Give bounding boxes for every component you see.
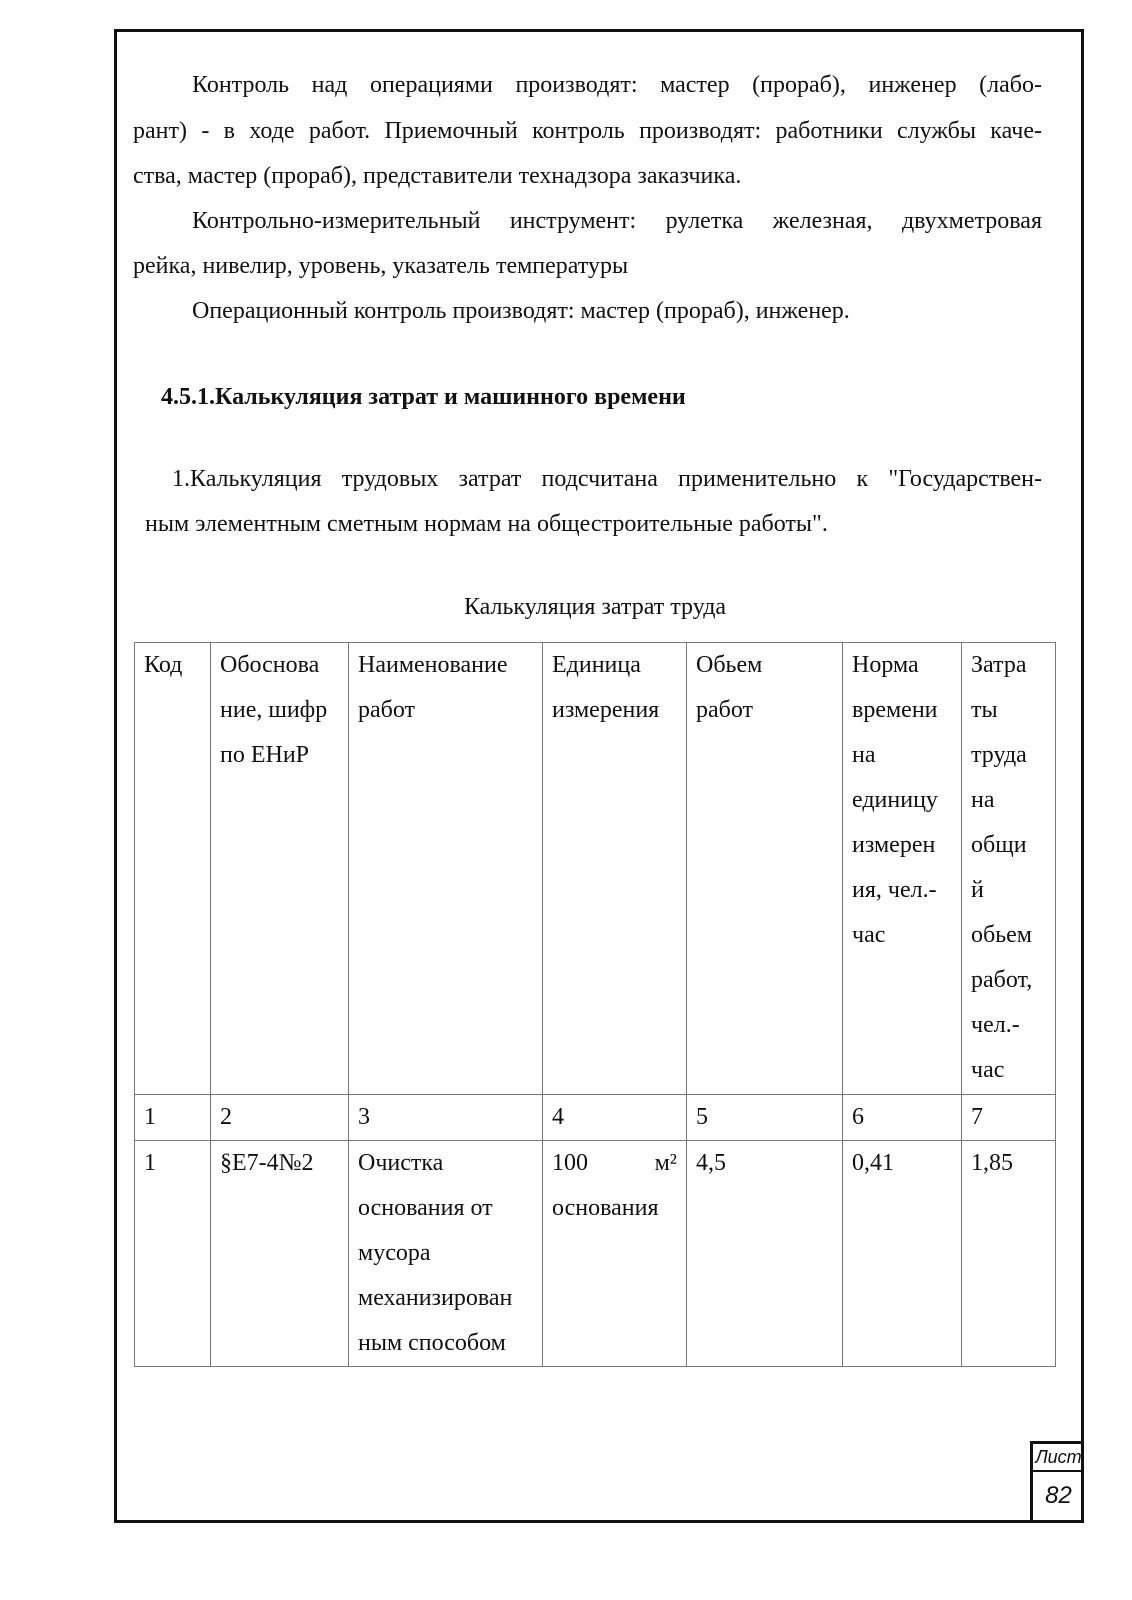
paragraph-line: 1.Калькуляция трудовых затрат подсчитана применительно к "Государствен- xyxy=(172,466,1042,492)
cell-name: Очистка основания от мусора механизирован ным способом xyxy=(349,1141,543,1367)
header-cell-norm: Норма времени на единицу измерен ия, чел.- час xyxy=(843,643,962,1095)
paragraph-line: рейка, нивелир, уровень, указатель температуры xyxy=(133,253,629,279)
cell-unit: 100 м² основания xyxy=(543,1141,687,1367)
column-number: 3 xyxy=(349,1095,543,1141)
cell-code: 1 xyxy=(135,1141,211,1367)
paragraph-line: ства, мастер (прораб), представители технадзора заказчика. xyxy=(133,163,742,189)
table-header-row xyxy=(135,643,1056,1095)
sheet-stamp xyxy=(1030,1441,1084,1523)
column-number: 4 xyxy=(543,1095,687,1141)
cell-volume: 4,5 xyxy=(687,1141,843,1367)
cell-norm: 0,41 xyxy=(843,1141,962,1367)
header-cell-unit: Единица измерения xyxy=(543,643,687,1095)
column-number: 7 xyxy=(962,1095,1056,1141)
column-number: 2 xyxy=(211,1095,349,1141)
sheet-label: Лист xyxy=(1033,1444,1084,1472)
paragraph-line: Контроль над операциями производят: мастер (прораб), инженер (лабо- xyxy=(192,72,1042,98)
cell-total: 1,85 xyxy=(962,1141,1056,1367)
column-number-row xyxy=(135,1095,1056,1141)
table-row xyxy=(135,1141,1056,1367)
header-cell-name: Наименование работ xyxy=(349,643,543,1095)
header-cell-reference: Обоснова ние, шифр по ЕНиР xyxy=(211,643,349,1095)
paragraph-line: Операционный контроль производят: мастер (прораб), инженер. xyxy=(192,298,850,324)
paragraph-line: ным элементным сметным нормам на общестроительные работы". xyxy=(145,511,828,537)
column-number: 5 xyxy=(687,1095,843,1141)
header-cell-total: Затра ты труда на общи й обьем работ, чел.- час xyxy=(962,643,1056,1095)
paragraph-line: рант) - в ходе работ. Приемочный контроль производят: работники службы каче- xyxy=(133,118,1042,144)
cell-reference: §Е7-4№2 xyxy=(211,1141,349,1367)
header-cell-volume: Обьем работ xyxy=(687,643,843,1095)
sheet-number: 82 xyxy=(1045,1482,1072,1509)
labor-cost-table xyxy=(134,642,1056,1367)
column-number: 6 xyxy=(843,1095,962,1141)
table-caption: Калькуляция затрат труда xyxy=(463,594,727,620)
column-number: 1 xyxy=(135,1095,211,1141)
section-heading: 4.5.1.Калькуляция затрат и машинного времени xyxy=(161,384,686,410)
header-cell-code: Код xyxy=(135,643,211,1095)
paragraph-line: Контрольно-измерительный инструмент: рулетка железная, двухметровая xyxy=(192,208,1042,234)
